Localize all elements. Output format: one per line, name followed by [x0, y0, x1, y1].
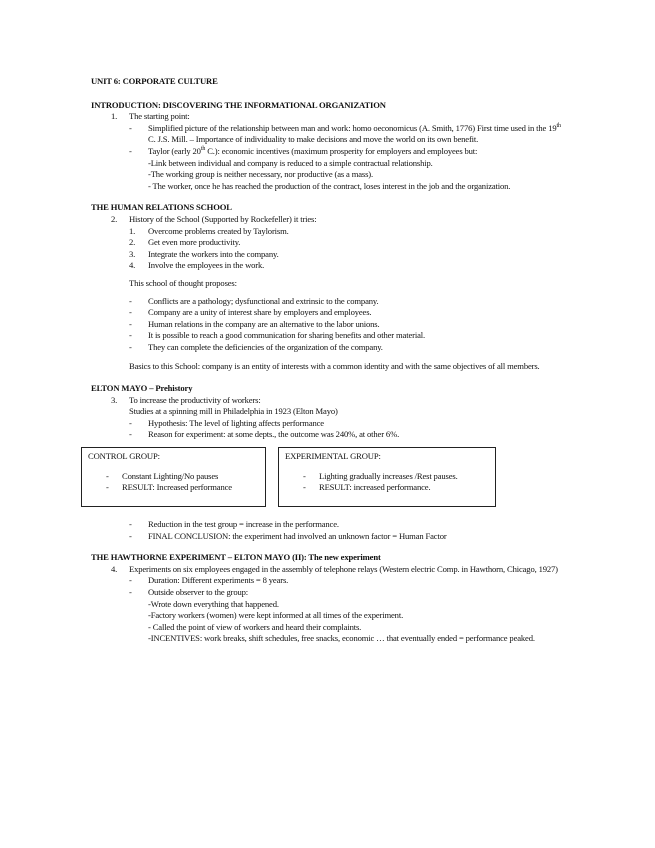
bullet-item: - It is possible to reach a good communication for sharing benefits and other material. [129, 330, 425, 341]
human-relations-section [91, 202, 567, 373]
bullet-item: - Duration: Different experiments = 8 years. [129, 575, 289, 586]
basics-paragraph: Basics to this School: company is an entity of interests with a common identity and with the same objectives of all members. [129, 361, 540, 372]
hr-numbered-item [91, 214, 567, 226]
dash-marker: - [129, 122, 132, 133]
groups-boxes [81, 447, 567, 509]
intro-numbered-item [91, 111, 567, 123]
bullet-text: Simplified picture of the relationship between man and work: homo oeconomicus (A. Smith, 1776) First time used in the 19th C. J.S. Mill. – Importance of individuality to make decisions and move the world on its own benefit. [148, 122, 561, 145]
hawthorne-numbered-item [91, 564, 567, 576]
control-group-box [81, 447, 266, 507]
proposes-line: This school of thought proposes: [129, 277, 237, 288]
box-bullet: - RESULT: Increased performance [106, 482, 232, 493]
bullet-item: - Outside observer to the group: [129, 587, 249, 597]
intro-heading: INTRODUCTION: DISCOVERING THE INFORMATIONAL ORGANIZATION [91, 99, 386, 110]
item-number: 3. [111, 394, 118, 405]
box-bullet: - Constant Lighting/No pauses [106, 470, 219, 481]
bullet-item: - Hypothesis: The level of lighting affects performance [129, 417, 324, 428]
bullet-item: - FINAL CONCLUSION: the experiment had involved an unknown factor = Human Factor [129, 530, 447, 541]
sub-line: -The working group is neither necessary, nor productive (as a mass). [148, 169, 374, 180]
dash-marker: - [129, 145, 132, 156]
bullet-item: - Company are a unity of interest share by employers and employees. [129, 307, 372, 318]
studies-line: Studies at a spinning mill in Philadelphia in 1923 (Elton Mayo) [129, 406, 338, 417]
sub-line: - Called the point of view of workers and heard their complaints. [148, 621, 362, 632]
experimental-group-title: EXPERIMENTAL GROUP: [285, 451, 381, 462]
sub-line: -INCENTIVES: work breaks, shift schedules, free snacks, economic … that eventually ended = performance peaked. [148, 633, 535, 644]
human-relations-heading: THE HUMAN RELATIONS SCHOOL [91, 202, 232, 213]
elton-mayo-section [88, 383, 567, 542]
sub-line: -Factory workers (women) were kept informed at all times of the experiment. [148, 610, 404, 621]
bullet-text: Taylor (early 20th C.): economic incentives (maximum prosperity for employers and employees but: [148, 145, 478, 156]
ordered-item: 3. Integrate the workers into the company. [129, 248, 279, 259]
control-group-title: CONTROL GROUP: [88, 451, 160, 462]
bullet-item: - Human relations in the company are an alternative to the labor unions. [129, 318, 380, 329]
bullet-item: - Reduction in the test group = increase in the performance. [129, 519, 339, 530]
document-page [88, 76, 567, 645]
sub-line: -Wrote down everything that happened. [148, 598, 279, 609]
bullet-item [91, 123, 567, 146]
hawthorne-heading: THE HAWTHORNE EXPERIMENT – ELTON MAYO (II): The new experiment [91, 552, 381, 563]
item-number: 2. [111, 213, 118, 224]
sub-line: -Link between individual and company is reduced to a simple contractual relationship. [148, 157, 433, 168]
ordered-item: 4. Involve the employees in the work. [129, 260, 265, 271]
item-label: The starting point: [129, 111, 190, 122]
bullet-item: - Conflicts are a pathology; dysfunctional and extrinsic to the company. [129, 295, 379, 306]
elton-mayo-heading: ELTON MAYO – Prehistory [91, 383, 193, 394]
item-label: History of the School (Supported by Rockefeller) it tries: [129, 213, 317, 224]
box-bullet: - Lighting gradually increases /Rest pauses. [303, 470, 458, 481]
item-label: Experiments on six employees engaged in the assembly of telephone relays (Western electric Comp. in Hawthorn, Chicago, 1927) [129, 563, 558, 574]
bullet-item: - Reason for experiment: at some depts., the outcome was 240%, at other 6%. [129, 429, 400, 440]
experimental-group-box [278, 447, 496, 507]
unit-title: UNIT 6: CORPORATE CULTURE [91, 76, 218, 86]
hawthorne-section [91, 552, 567, 645]
elton-numbered-item [91, 395, 567, 407]
ordered-item: 2. Get even more productivity. [129, 237, 241, 248]
bullet-item [91, 146, 567, 158]
item-number: 4. [111, 563, 118, 574]
item-label: To increase the productivity of workers: [129, 394, 261, 405]
intro-section [91, 100, 567, 193]
bullet-item: - They can complete the deficiencies of the organization of the company. [129, 341, 383, 352]
ordered-item: 1. Overcome problems created by Taylorism. [129, 225, 289, 236]
item-number: 1. [111, 111, 118, 122]
sub-line: - The worker, once he has reached the production of the contract, loses interest in the job and the organization. [148, 180, 511, 191]
box-bullet: - RESULT: increased performance. [303, 482, 431, 493]
